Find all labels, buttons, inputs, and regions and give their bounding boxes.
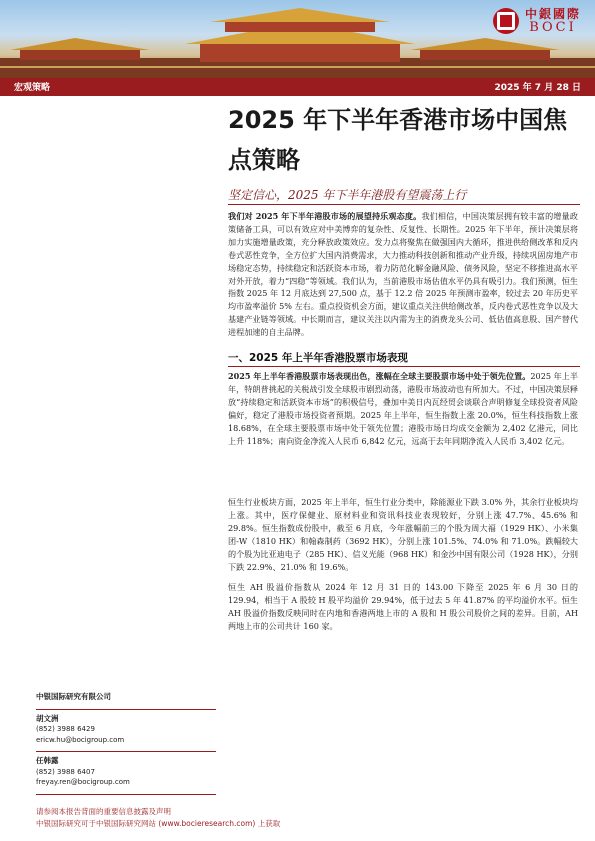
sidebar-divider	[36, 794, 216, 795]
intro-paragraph	[228, 210, 578, 339]
logo-chinese: 中銀國際	[524, 7, 581, 21]
title-divider	[228, 204, 580, 205]
analyst-email[interactable]: freyay.ren@bocigroup.com	[36, 778, 130, 786]
intro-lead: 我们对 2025 年下半年港股市场的展望持乐观态度。	[228, 211, 422, 221]
analyst-name: 任韩露	[36, 756, 59, 765]
report-title: 2025 年下半年香港市场中国焦点策略	[228, 106, 568, 174]
category-bar	[0, 78, 595, 96]
footer	[36, 806, 576, 830]
header-banner	[0, 0, 595, 78]
analyst-phone: (852) 3988 6407	[36, 767, 95, 776]
analyst-sidebar	[36, 692, 216, 799]
boci-logo	[493, 8, 581, 34]
section-text-2: 恒生行业板块方面，2025 年上半年，恒生行业分类中，除能源业下跌 3.0% 外，其余行业板块均上涨。其中，医疗保健业、原材料业和资讯科技业表现较好，分别上涨 47.7%、45.6% 和 29.8%。恒生指数成份股中，截至 6 月底，今年涨幅前三的个股为周大福（1929 HK）、小米集团-W（1810 HK）和翰森制药（3692 HK），分别上涨 101.5%、74.0% 和 71.0%。跌幅较大的个股为比亚迪电子（285 HK）、信义光能（968 HK）和金沙中国有限公司（1928 HK），分别下跌 22.9%、21.0% 和 19.6%。	[228, 497, 578, 572]
analyst-email[interactable]: ericw.hu@bocigroup.com	[36, 735, 125, 744]
intro-text: 我们相信，中国决策层拥有较丰富的增量政策储备工具，可以有效应对中美博弈的复杂性、反复性、长期性。2025 年下半年，预计决策层将加力实施增量政策，充分释放政策效应。发力点将聚焦在做强国内大循环，推进供给侧改革和反内卷式恶性竞争，全方位扩大国内消费需求，大力推动科技创新和推动产业升级，持续巩固房地产市场稳定态势，持续稳定和活跃资本市场，着力防范化解金融风险、债务风险，坚定不移推进高水平对外开放，着力“四稳”等领域。我们认为，当前港股市场估值水平仍具有吸引力。我们预测，恒生指数 2025 年 12 月底达到 27,500 点，基于 12.2 倍 2025 年预测市盈率，较过去 20 年历史平均市盈率溢价 5% 左右。重点投资机会方面，建议重点关注供给侧改革，反内卷式恶性竞争以及大基建产业链等领域。中长期而言，建议关注以内需为主的消费龙头公司、低估值高息股、国产替代进程加速的自主品牌。	[228, 211, 578, 338]
boci-logo-icon	[493, 8, 519, 34]
section-paragraph-2	[228, 496, 578, 573]
report-date: 2025 年 7 月 28 日	[494, 83, 581, 93]
section-paragraph-1	[228, 370, 578, 447]
disclosure-note: 请参阅本报告背面的重要信息披露及声明	[36, 807, 171, 816]
logo-english: BOCI	[529, 20, 577, 35]
report-subtitle: 坚定信心，2025 年下半年港股有望震荡上行	[228, 188, 467, 202]
section-paragraph-3	[228, 581, 578, 633]
analyst-name: 胡文洲	[36, 713, 59, 723]
sidebar-divider	[36, 709, 216, 710]
report-category: 宏观策略	[14, 83, 51, 93]
research-org: 中银国际研究有限公司	[36, 692, 111, 701]
section-divider	[228, 366, 580, 367]
website-note[interactable]: 中银国际研究可于中银国际研究网站 (www.bocieresearch.com) 上获取	[36, 819, 281, 828]
section-text-3: 恒生 AH 股溢价指数从 2024 年 12 月 31 日的 143.00 下降至 2025 年 6 月 30 日的 129.94，相当于 A 股较 H 股平均溢价 29.94%，低于过去 5 年 41.87% 的平均溢价水平。恒生 AH 股溢价指数反映同时在内地和香港两地上市的 A 股和 H 股公司股价之间的差异。目前，AH 两地上市的公司共计 160 家。	[228, 582, 578, 631]
analyst-phone: (852) 3988 6429	[36, 725, 95, 733]
section-heading: 一、2025 年上半年香港股票市场表现	[228, 352, 408, 364]
section-lead: 2025 年上半年香港股票市场表现出色，涨幅在全球主要股票市场中处于领先位置。	[228, 371, 531, 381]
sidebar-divider	[36, 751, 216, 752]
section-text-1: 2025 年上半年，特朗普挑起的关税战引发全球股市剧烈动荡，港股市场波动也有所加大。不过，中国决策层释放“持续稳定和活跃资本市场”的积极信号，叠加中美日内瓦经贸会谈联合声明修复全球投资者风险偏好，稳定了港股市场投资者预期。2025 年上半年，恒生指数上涨 20.0%，恒生科技指数上涨 18.68%，在全球主要股票市场中处于领先位置；港股市场日均成交金额为 2,402 亿港元，同比上升 118%；南向资金净流入人民币 6,842 亿元，远高于去年同期净流入人民币 3,402 亿元。	[228, 371, 579, 446]
